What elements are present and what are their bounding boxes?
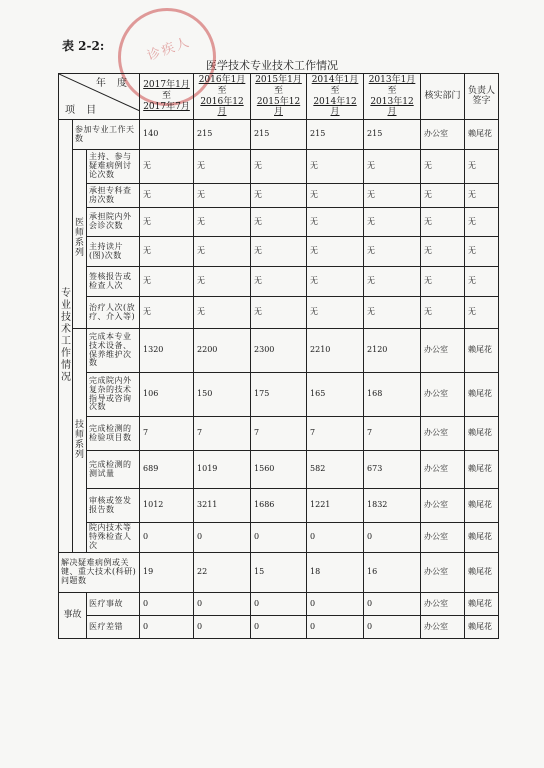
cell-signer: 赖尾花	[465, 120, 499, 150]
cell-value: 无	[251, 150, 307, 184]
cell-value: 3211	[194, 489, 251, 523]
cell-dept: 无	[421, 267, 465, 297]
cell-value: 215	[364, 120, 421, 150]
table-row	[59, 489, 499, 523]
table-row	[59, 329, 499, 373]
cell-signer: 赖尾花	[465, 417, 499, 451]
document-title: 医学技术专业技术工作情况	[206, 59, 338, 72]
header-year-label: 年 度	[95, 78, 132, 89]
cell-dept: 办公室	[421, 523, 465, 553]
period-header: 2013年1月 至 2013年12月	[364, 74, 421, 120]
cell-signer: 赖尾花	[465, 523, 499, 553]
group-label-doctor: 医师系列	[73, 150, 87, 329]
cell-value: 无	[364, 184, 421, 208]
row-label: 主持、参与疑难病例讨论次数	[87, 150, 140, 184]
cell-value: 1832	[364, 489, 421, 523]
row-label: 签核报告或检查人次	[87, 267, 140, 297]
table-row	[59, 297, 499, 329]
cell-value: 215	[194, 120, 251, 150]
cell-value: 0	[364, 593, 421, 616]
cell-value: 19	[140, 553, 194, 593]
cell-value: 无	[251, 267, 307, 297]
row-label: 完成检测的测试量	[87, 451, 140, 489]
header-diagonal-cell	[59, 74, 140, 120]
header-row	[59, 74, 499, 120]
cell-value: 无	[251, 184, 307, 208]
cell-value: 0	[307, 616, 364, 639]
cell-value: 673	[364, 451, 421, 489]
cell-value: 2300	[251, 329, 307, 373]
cell-dept: 办公室	[421, 373, 465, 417]
cell-dept: 办公室	[421, 417, 465, 451]
cell-value: 215	[251, 120, 307, 150]
table-row	[59, 373, 499, 417]
cell-value: 22	[194, 553, 251, 593]
cell-value: 无	[140, 267, 194, 297]
row-label: 主持读片(图)次数	[87, 237, 140, 267]
cell-dept: 无	[421, 237, 465, 267]
cell-value: 无	[307, 297, 364, 329]
cell-value: 0	[307, 523, 364, 553]
verify-dept-header: 核实部门	[421, 74, 465, 120]
cell-value: 无	[307, 267, 364, 297]
cell-value: 0	[194, 616, 251, 639]
cell-signer: 赖尾花	[465, 373, 499, 417]
cell-value: 16	[364, 553, 421, 593]
cell-value: 215	[307, 120, 364, 150]
cell-value: 1221	[307, 489, 364, 523]
row-label: 完成本专业技术设备、保养维护次数	[87, 329, 140, 373]
cell-value: 0	[251, 523, 307, 553]
cell-value: 0	[140, 523, 194, 553]
cell-dept: 办公室	[421, 593, 465, 616]
row-label: 审核或签发报告数	[87, 489, 140, 523]
cell-value: 168	[364, 373, 421, 417]
cell-value: 18	[307, 553, 364, 593]
cell-value: 0	[194, 593, 251, 616]
group-label-technician: 技师系列	[73, 329, 87, 553]
cell-signer: 无	[465, 150, 499, 184]
cell-value: 7	[251, 417, 307, 451]
cell-signer: 无	[465, 184, 499, 208]
cell-value: 无	[307, 208, 364, 237]
cell-value: 无	[251, 237, 307, 267]
cell-value: 无	[194, 297, 251, 329]
table-row	[59, 120, 499, 150]
cell-dept: 办公室	[421, 553, 465, 593]
cell-value: 无	[194, 267, 251, 297]
cell-value: 140	[140, 120, 194, 150]
cell-signer: 赖尾花	[465, 451, 499, 489]
cell-value: 无	[140, 297, 194, 329]
cell-dept: 办公室	[421, 489, 465, 523]
signer-header: 负责人签字	[465, 74, 499, 120]
cell-dept: 无	[421, 208, 465, 237]
cell-dept: 办公室	[421, 616, 465, 639]
row-label: 医疗事故	[87, 593, 140, 616]
period-header: 2017年1月 至 2017年7月	[140, 74, 194, 120]
cell-value: 689	[140, 451, 194, 489]
cell-value: 106	[140, 373, 194, 417]
cell-signer: 赖尾花	[465, 553, 499, 593]
cell-value: 2200	[194, 329, 251, 373]
cell-dept: 办公室	[421, 451, 465, 489]
cell-value: 7	[140, 417, 194, 451]
table-row	[59, 237, 499, 267]
period-header: 2016年1月 至 2016年12月	[194, 74, 251, 120]
cell-value: 0	[140, 593, 194, 616]
period-header: 2015年1月 至 2015年12月	[251, 74, 307, 120]
period-header: 2014年1月 至 2014年12月	[307, 74, 364, 120]
cell-value: 无	[307, 237, 364, 267]
row-label: 治疗人次(放疗、介入等)	[87, 297, 140, 329]
group-label-main: 专业技术工作情况	[59, 120, 73, 553]
table-row	[59, 267, 499, 297]
cell-dept: 办公室	[421, 329, 465, 373]
cell-value: 无	[364, 297, 421, 329]
cell-value: 无	[140, 208, 194, 237]
cell-value: 7	[364, 417, 421, 451]
cell-value: 无	[194, 237, 251, 267]
row-label: 完成院内外复杂的技术指导或咨询次数	[87, 373, 140, 417]
row-label: 承担院内外会诊次数	[87, 208, 140, 237]
cell-value: 2120	[364, 329, 421, 373]
cell-value: 7	[307, 417, 364, 451]
cell-value: 175	[251, 373, 307, 417]
cell-value: 1320	[140, 329, 194, 373]
cell-value: 15	[251, 553, 307, 593]
cell-value: 2210	[307, 329, 364, 373]
cell-signer: 无	[465, 208, 499, 237]
table-row	[59, 593, 499, 616]
row-label: 医疗差错	[87, 616, 140, 639]
cell-value: 1019	[194, 451, 251, 489]
cell-value: 无	[364, 150, 421, 184]
row-label: 解决疑难病例或关键、重大技术(科研)问题数	[59, 553, 140, 593]
cell-value: 0	[194, 523, 251, 553]
cell-value: 无	[140, 184, 194, 208]
cell-value: 无	[140, 237, 194, 267]
cell-value: 0	[140, 616, 194, 639]
table-row	[59, 150, 499, 184]
table-row	[59, 208, 499, 237]
row-label: 完成检测的检验项目数	[87, 417, 140, 451]
cell-value: 无	[194, 150, 251, 184]
row-label: 承担专科查房次数	[87, 184, 140, 208]
cell-dept: 无	[421, 297, 465, 329]
cell-value: 165	[307, 373, 364, 417]
table-row	[59, 553, 499, 593]
seal-text: 诊疾人	[145, 34, 193, 65]
cell-signer: 赖尾花	[465, 329, 499, 373]
row-label: 院内技术等特殊检查人次	[87, 523, 140, 553]
cell-value: 0	[364, 523, 421, 553]
cell-dept: 无	[421, 150, 465, 184]
table-row	[59, 523, 499, 553]
cell-value: 7	[194, 417, 251, 451]
cell-value: 0	[251, 616, 307, 639]
cell-signer: 无	[465, 267, 499, 297]
table-label: 表 2-2:	[62, 39, 105, 53]
cell-value: 1686	[251, 489, 307, 523]
cell-dept: 无	[421, 184, 465, 208]
cell-value: 1012	[140, 489, 194, 523]
group-label-accident: 事故	[59, 593, 87, 639]
cell-value: 1560	[251, 451, 307, 489]
cell-value: 582	[307, 451, 364, 489]
cell-value: 无	[194, 208, 251, 237]
cell-value: 无	[194, 184, 251, 208]
cell-value: 0	[251, 593, 307, 616]
cell-value: 0	[307, 593, 364, 616]
row-label: 参加专业工作天数	[73, 120, 140, 150]
table-row	[59, 616, 499, 639]
cell-value: 无	[364, 237, 421, 267]
cell-signer: 无	[465, 237, 499, 267]
cell-value: 无	[251, 208, 307, 237]
work-statistics-table	[58, 73, 499, 639]
cell-dept: 办公室	[421, 120, 465, 150]
cell-value: 无	[251, 297, 307, 329]
cell-signer: 赖尾花	[465, 489, 499, 523]
cell-signer: 赖尾花	[465, 616, 499, 639]
table-row	[59, 184, 499, 208]
cell-value: 无	[307, 184, 364, 208]
cell-signer: 无	[465, 297, 499, 329]
cell-value: 无	[364, 267, 421, 297]
cell-value: 无	[364, 208, 421, 237]
cell-value: 0	[364, 616, 421, 639]
table-row	[59, 451, 499, 489]
cell-value: 无	[140, 150, 194, 184]
header-item-label: 项 目	[65, 105, 101, 117]
table-row	[59, 417, 499, 451]
cell-value: 无	[307, 150, 364, 184]
cell-value: 150	[194, 373, 251, 417]
cell-signer: 赖尾花	[465, 593, 499, 616]
